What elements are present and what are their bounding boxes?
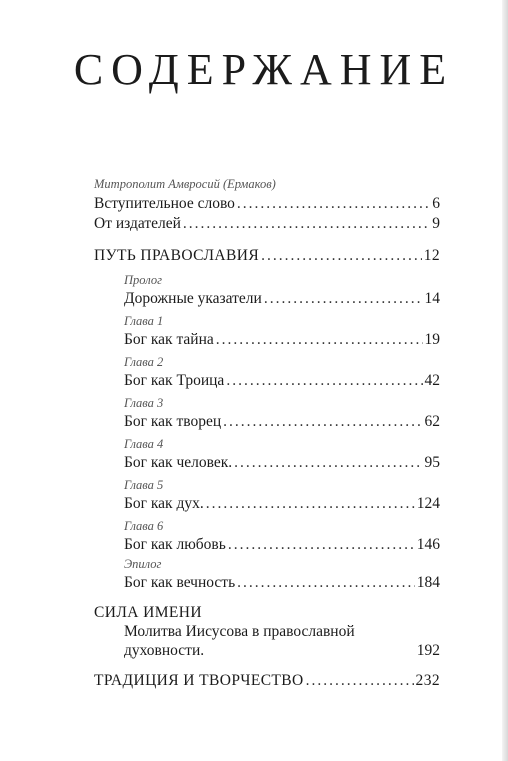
entry-title: Бог как Троица xyxy=(124,372,225,389)
toc-entry-chapter[interactable] xyxy=(124,289,440,309)
toc-entry-publishers[interactable] xyxy=(94,214,440,234)
chapter-label: Эпилог xyxy=(124,557,162,571)
leader-dots xyxy=(183,214,430,234)
leader-dots xyxy=(261,246,422,266)
toc-entry-chapter[interactable] xyxy=(124,535,440,555)
entry-title: Дорожные указатели xyxy=(124,290,262,307)
chapter-label: Глава 1 xyxy=(124,314,164,328)
part-title: ПУТЬ ПРАВОСЛАВИЯ xyxy=(94,247,260,264)
leader-dots xyxy=(223,412,422,432)
part-title: СИЛА ИМЕНИ xyxy=(94,604,202,621)
entry-page: 12 xyxy=(423,247,440,264)
leader-dots xyxy=(228,535,415,555)
leader-dots xyxy=(234,453,422,473)
entry-page: 146 xyxy=(416,536,440,553)
toc-entry-chapter[interactable] xyxy=(124,371,440,391)
entry-page: 42 xyxy=(424,372,440,389)
entry-page: 9 xyxy=(432,215,440,232)
chapter-2 xyxy=(124,354,440,391)
author-note: Митрополит Амвросий (Ермаков) xyxy=(94,177,276,191)
entry-title: Вступительное слово xyxy=(94,195,235,212)
leader-dots xyxy=(237,573,415,593)
entry-title: Бог как любовь xyxy=(124,536,226,553)
chapter-label: Глава 3 xyxy=(124,396,164,410)
entry-page: 62 xyxy=(424,413,440,430)
entry-title: Бог как вечность xyxy=(124,574,236,591)
chapter-prologue xyxy=(124,272,440,309)
entry-title: Бог как творец xyxy=(124,413,222,430)
toc-part-orthodox-way[interactable] xyxy=(94,246,440,266)
chapter-label: Глава 2 xyxy=(124,355,164,369)
chapter-3 xyxy=(124,395,440,432)
leader-dots xyxy=(237,194,430,214)
toc-entry-chapter[interactable] xyxy=(124,494,440,514)
toc-part-tradition-creativity[interactable] xyxy=(94,671,440,691)
leader-dots xyxy=(306,671,414,691)
entry-title-line2-row xyxy=(124,641,440,661)
entry-page: 184 xyxy=(416,574,440,591)
chapter-6 xyxy=(124,518,440,555)
chapter-1 xyxy=(124,313,440,350)
leader-dots xyxy=(264,289,423,309)
page-edge xyxy=(502,0,508,761)
entry-page: 232 xyxy=(415,672,440,689)
entry-page: 6 xyxy=(432,195,440,212)
table-of-contents xyxy=(94,176,440,691)
chapter-epilogue xyxy=(124,556,440,593)
chapter-4 xyxy=(124,436,440,473)
entry-title: Бог как человек. xyxy=(124,454,233,471)
entry-page: 124 xyxy=(416,495,440,512)
leader-dots xyxy=(226,371,422,391)
entry-title-line1: Молитва Иисусова в православной xyxy=(124,623,355,640)
entry-title: Бог как тайна xyxy=(124,331,214,348)
chapter-label: Глава 4 xyxy=(124,437,164,451)
leader-dots xyxy=(216,330,423,350)
toc-entry-foreword[interactable] xyxy=(94,194,440,214)
entry-page: 95 xyxy=(424,454,440,471)
toc-entry-chapter[interactable] xyxy=(124,453,440,473)
chapter-label: Глава 5 xyxy=(124,478,164,492)
chapter-5 xyxy=(124,477,440,514)
toc-entry-chapter[interactable] xyxy=(124,573,440,593)
entry-page: 19 xyxy=(424,331,440,348)
part-title: ТРАДИЦИЯ И ТВОРЧЕСТВО xyxy=(94,672,304,689)
entry-title: От издателей xyxy=(94,215,181,232)
entry-page: 192 xyxy=(416,642,440,659)
entry-page: 14 xyxy=(424,290,440,307)
chapter-list xyxy=(124,272,440,593)
chapter-label: Глава 6 xyxy=(124,519,164,533)
toc-entry-chapter[interactable] xyxy=(124,412,440,432)
entry-title: Бог как дух. xyxy=(124,495,204,512)
toc-entry-jesus-prayer[interactable] xyxy=(124,623,440,661)
entry-title-line2: духовности. xyxy=(124,642,205,659)
toc-part-power-of-name[interactable] xyxy=(94,603,440,623)
chapter-label: Пролог xyxy=(124,273,162,287)
page-title: СОДЕРЖАНИЕ xyxy=(73,45,455,94)
leader-dots xyxy=(206,494,415,514)
toc-entry-chapter[interactable] xyxy=(124,330,440,350)
